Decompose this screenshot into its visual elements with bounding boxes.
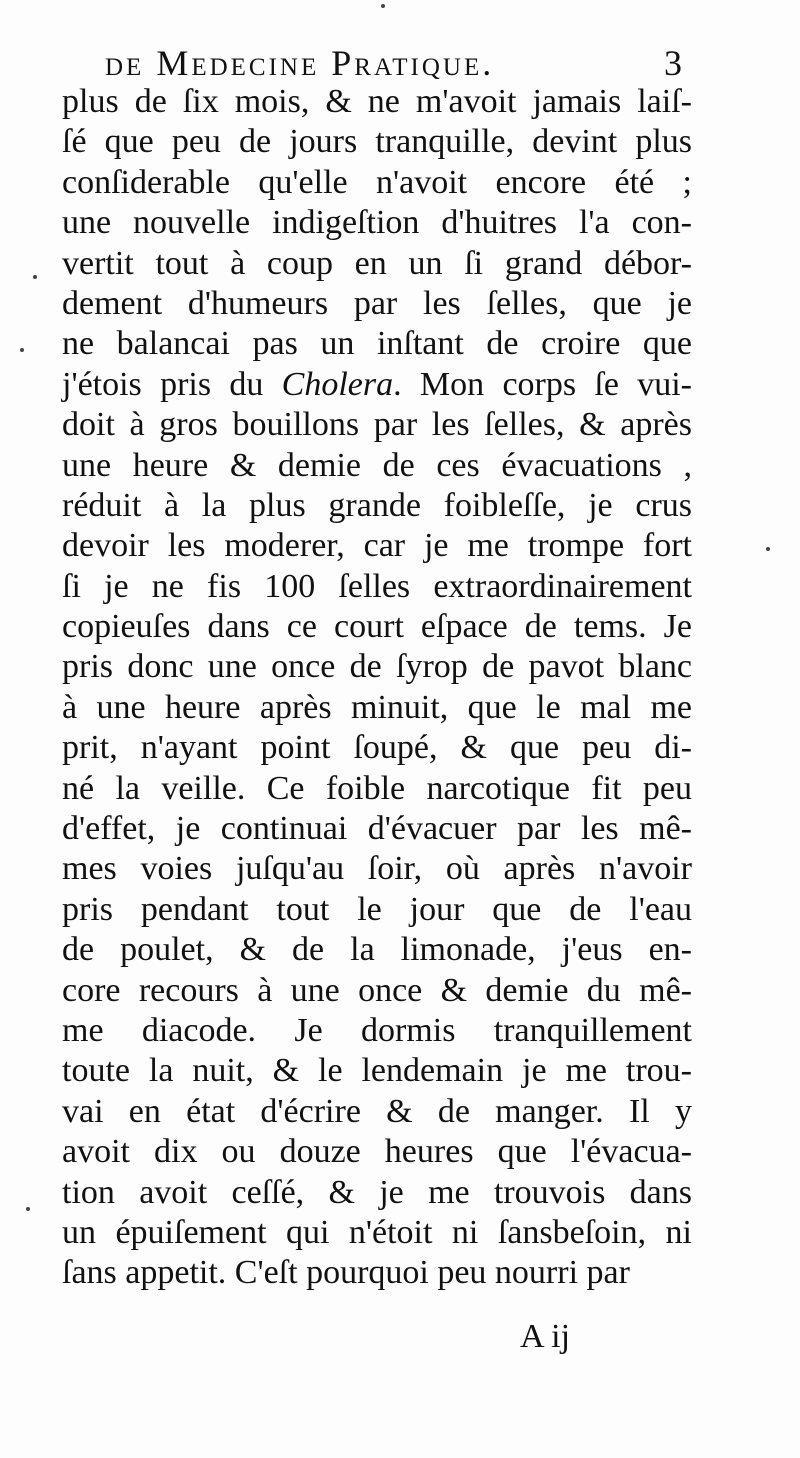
ink-speck [20, 348, 24, 352]
text-line: à une heure après minuit, que le mal me [62, 688, 692, 726]
ink-speck [33, 275, 37, 279]
text-line: devoir les moderer, car je me trompe fort [62, 527, 692, 565]
text-line-start: j'étois pris du [62, 365, 282, 403]
text-line: une nouvelle indigeſtion d'huitres l'a con- [62, 204, 692, 242]
text-line: dement d'humeurs par les ſelles, que je [62, 284, 692, 322]
text-line-with-italic [62, 365, 692, 405]
ink-speck [26, 1207, 30, 1211]
signature-mark: A ij [520, 1318, 571, 1355]
text-line: un épuiſement qui n'étoit ni ſansbeſoin, ni [62, 1213, 692, 1251]
text-line: copieuſes dans ce court eſpace de tems. Je [62, 608, 692, 646]
text-line: doit à gros bouillons par les ſelles, & après [62, 406, 692, 444]
text-line: mes voies juſqu'au ſoir, où après n'avoir [62, 850, 692, 888]
text-line: prit, n'ayant point ſoupé, & que peu di- [62, 729, 692, 767]
text-line: ne balancai pas un inſtant de croire que [62, 325, 692, 363]
text-line: d'effet, je continuai d'évacuer par les mê- [62, 810, 692, 848]
text-line: toute la nuit, & le lendemain je me trou- [62, 1052, 692, 1090]
body-text [62, 82, 692, 1294]
text-line: pris donc une once de ſyrop de pavot blanc [62, 648, 692, 686]
text-line: ſi je ne fis 100 ſelles extraordinairement [62, 567, 692, 605]
text-line: pris pendant tout le jour que de l'eau [62, 890, 692, 928]
italic-term: Cholera [281, 365, 394, 403]
ink-speck [766, 547, 770, 551]
text-line: ſans appetit. C'eſt pourquoi peu nourri par [62, 1254, 630, 1292]
text-line: avoit dix ou douze heures que l'évacua- [62, 1133, 692, 1171]
text-line: de poulet, & de la limonade, j'eus en- [62, 931, 692, 969]
ink-speck [381, 4, 385, 8]
text-line-end: . Mon corps ſe vui- [393, 365, 692, 403]
text-line: me diacode. Je dormis tranquillement [62, 1011, 692, 1049]
text-line: core recours à une once & demie du mê- [62, 971, 692, 1009]
text-line: né la veille. Ce foible narcotique fit peu [62, 769, 692, 807]
text-line: vai en état d'écrire & de manger. Il y [62, 1092, 692, 1130]
text-line: ſé que peu de jours tranquille, devint plus [62, 123, 692, 161]
text-line: plus de ſix mois, & ne m'avoit jamais laiſ- [62, 83, 692, 120]
text-line: vertit tout à coup en un ſi grand débor- [62, 244, 692, 282]
text-line: réduit à la plus grande foibleſſe, je crus [62, 486, 692, 524]
text-line: conſiderable qu'elle n'avoit encore été ; [62, 163, 692, 201]
page-number: 3 [664, 43, 685, 83]
text-line: tion avoit ceſſé, & je me trouvois dans [62, 1173, 692, 1211]
running-title: de Medecine Pratique. [105, 43, 495, 83]
text-line: une heure & demie de ces évacuations , [62, 446, 692, 484]
